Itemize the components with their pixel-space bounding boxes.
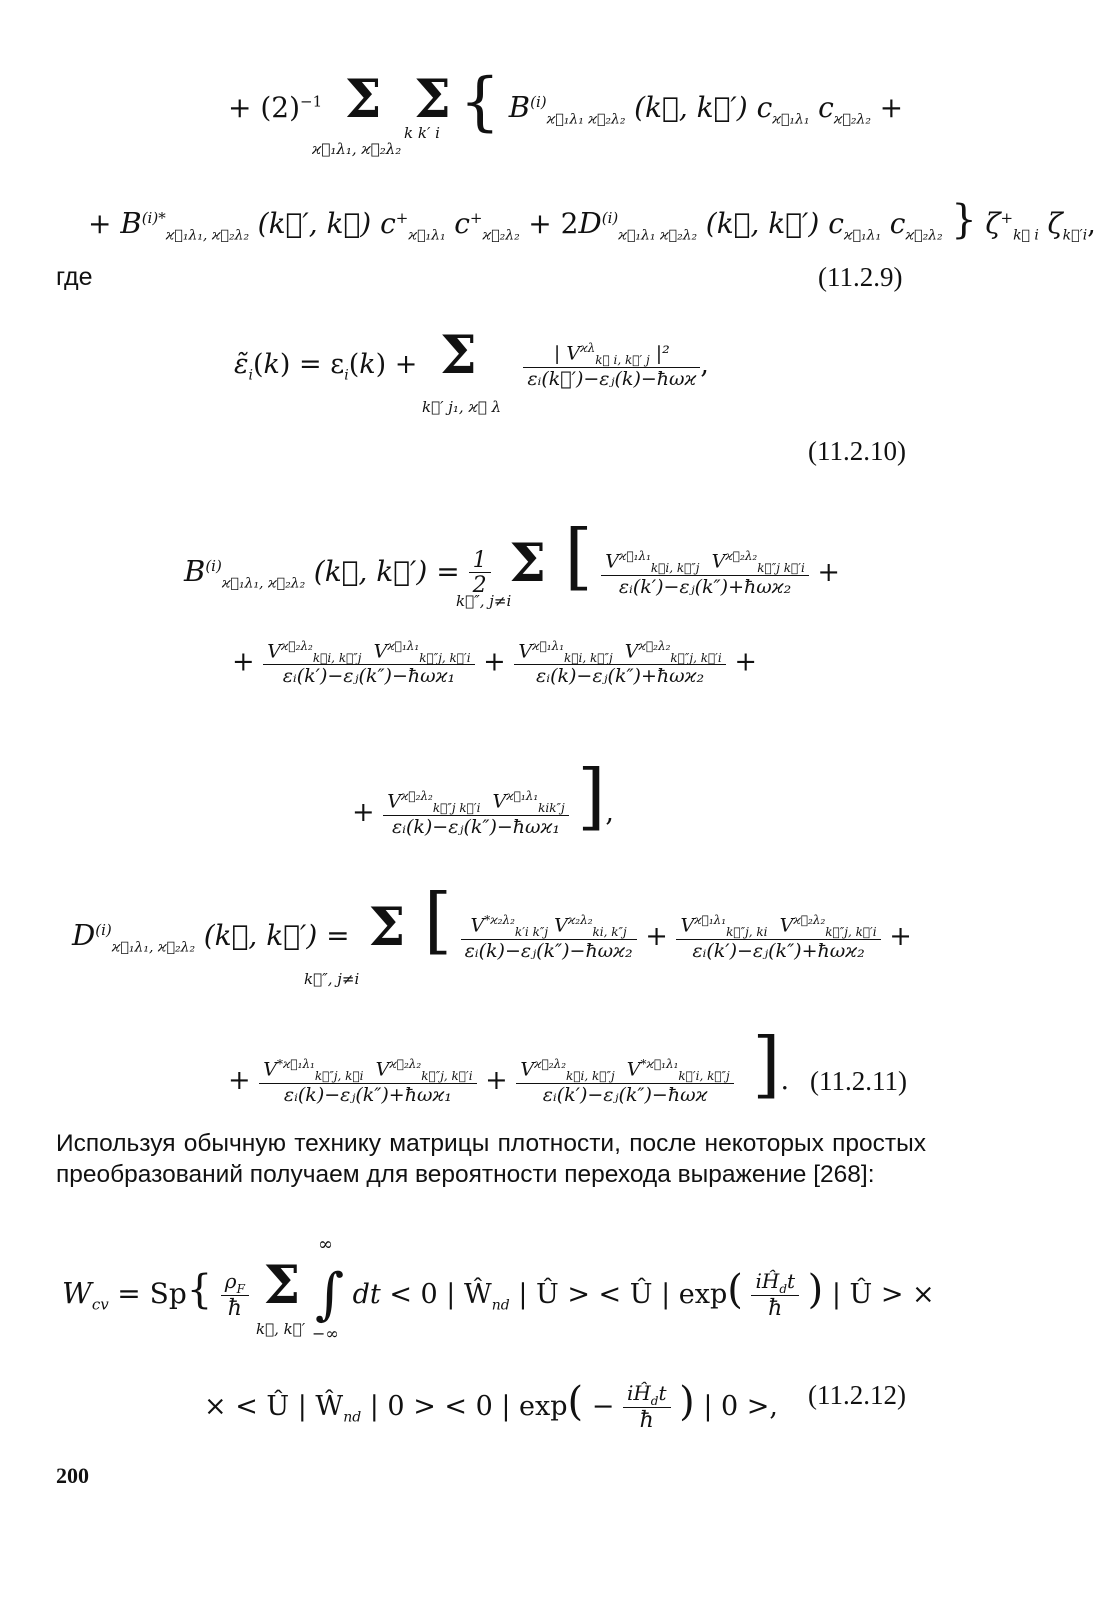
d-term-1: $\frac{V^{*ϰ_2\lambda_2}_{k'i k''j} V^{ϰ_2\lambda_2}_{ki, k''j}}{\text{εᵢ(k)−εⱼ(k″)−ħωϰ₂}}$ bbox=[461, 914, 637, 960]
eq-10: $\varepsiloñ_i(k) = \varepsilon_i(k) + \Sigma$ $\frac{| V^{ϰ\lambda}_{k⃗ i, k⃗' j} |^2}{\text{εᵢ(k⃗′)−εⱼ(k)−ħωϰ}}$ , bbox=[234, 325, 709, 390]
eq-11-b-line-2: + $\frac{V^{ϰ⃗_2\lambda_2}_{k⃗i, k⃗''j} V^{ϰ⃗_1\lambda_1}_{k⃗''j, k⃗'i}}{\text{εᵢ(k′)−εⱼ(k″)−ħωϰ₁}}$ + $\frac{V^{ϰ⃗_1\lambda_1}_{k⃗i, k⃗''j} V^{ϰ⃗_2\lambda_2}_{k⃗''j, k⃗'i}}{\text{εᵢ(k)−εⱼ(k″)+ħωϰ₂}}$ + bbox=[232, 639, 757, 688]
eq-11-number: (11.2.11) bbox=[810, 1066, 907, 1096]
b-term-4: $\frac{V^{ϰ⃗_2\lambda_2}_{k⃗''j k⃗'i} V^{ϰ⃗_1\lambda_1}_{kik''j}}{\text{εᵢ(k)−εⱼ(k″)−ħωϰ₁}}$ bbox=[383, 790, 569, 836]
eq-11-b-line-3: + $\frac{V^{ϰ⃗_2\lambda_2}_{k⃗''j k⃗'i} V^{ϰ⃗_1\lambda_1}_{kik''j}}{\text{εᵢ(k)−εⱼ(k″)−ħωϰ₁}}$ ], bbox=[352, 754, 615, 838]
eq-9-sum1-subscript: ϰ⃗₁λ₁, ϰ⃗₂λ₂ bbox=[312, 140, 402, 158]
sum-symbol: Σ bbox=[509, 533, 546, 594]
page-number: 200 bbox=[56, 1463, 89, 1488]
b-sum-subscript: k⃗″, j≠i bbox=[456, 592, 512, 610]
b-term-2: $\frac{V^{ϰ⃗_2\lambda_2}_{k⃗i, k⃗''j} V^{ϰ⃗_1\lambda_1}_{k⃗''j, k⃗'i}}{\text{εᵢ(k′)−εⱼ(k″)−ħωϰ₁}}$ bbox=[263, 640, 474, 686]
body-paragraph: Используя обычную технику матрицы плотности, после некоторых простых преобразований получаем для вероятности перехода выражение [268]: bbox=[56, 1130, 926, 1188]
eq-10-fraction: $\frac{| V^{ϰ\lambda}_{k⃗ i, k⃗' j} |^2}{\text{εᵢ(k⃗′)−εⱼ(k)−ħωϰ}}$ bbox=[523, 342, 700, 388]
eq-9-line-2: + $B^{(i)*}_{ϰ⃗_1\lambda_1, ϰ⃗_2\lambda_2}$ (k⃗′, k⃗) $c^+_{ϰ⃗_1\lambda_1}$ $c^+_{ϰ⃗_2\lambda_2} + 2D^{(i)}_{ϰ⃗_1\lambda_1 ϰ⃗_2\lambda_2}$ (k⃗, k⃗′) $c_{ϰ⃗_1\lambda_1}$ $c_{ϰ⃗_2\lambda_2}$ } $\zeta^+_{k⃗ i}$ $\zeta_{k⃗'i}$, bbox=[88, 197, 1096, 244]
eq-10-number: (11.2.10) bbox=[808, 436, 906, 466]
sum-symbol: Σ bbox=[439, 325, 477, 386]
eq-9-line-1: + $(2)^{-1}$ Σ Σ { $B^{(i)}_{ϰ⃗_1\lambda_1 ϰ⃗_2\lambda_2}$ (k⃗, k⃗′) $c_{ϰ⃗_1\lambda_1}$ $c_{ϰ⃗_2\lambda_2}$ + bbox=[228, 65, 904, 139]
eq-12-line-1: $W_{cv} = Sp${ $\frac{\rho_F}{ħ}$ Σ ∫ dt < 0 | $Ŵ_{nd}$ | Û > < Û | exp( $\frac{iĤ_dt}{ħ}$ ) | Û > × bbox=[62, 1255, 935, 1327]
eq-12-line-2: × < Û | $Ŵ_{nd}$ | 0 > < 0 | exp( − $\frac{iĤ_dt}{ħ}$ ) | 0 >, bbox=[204, 1379, 778, 1433]
eq-11-b-line-1: $B^{(i)}_{ϰ⃗_1\lambda_1, ϰ⃗_2\lambda_2}$ (k⃗, k⃗′) = $\frac{1}{2}$ Σ [ $\frac{V^{ϰ⃗_1\lambda_1}_{k⃗i, k⃗''j} V^{ϰ⃗_2\lambda_2}_{k⃗''j k⃗'i}}{\text{εᵢ(k′)−εⱼ(k″)+ħωϰ₂}}$ + bbox=[184, 514, 840, 598]
b-term-1: $\frac{V^{ϰ⃗_1\lambda_1}_{k⃗i, k⃗''j} V^{ϰ⃗_2\lambda_2}_{k⃗''j k⃗'i}}{\text{εᵢ(k′)−εⱼ(k″)+ħωϰ₂}}$ bbox=[601, 550, 809, 596]
sum-symbol: Σ bbox=[368, 897, 406, 958]
where-word: где bbox=[56, 263, 93, 291]
eq-10-sum-subscript: k⃗′ j₁, ϰ⃗ λ bbox=[422, 398, 502, 416]
exp-fraction-2: $\frac{iĤ_dt}{ħ}$ bbox=[623, 1383, 671, 1432]
eq-11-d-line-1: $D^{(i)}_{ϰ⃗_1\lambda_1, ϰ⃗_2\lambda_2}$ (k⃗, k⃗′) = Σ [ $\frac{V^{*ϰ_2\lambda_2}_{k'i k''j} V^{ϰ_2\lambda_2}_{ki, k''j}}{\text{εᵢ(k)−εⱼ(k″)−ħωϰ₂}}$ + $\frac{V^{ϰ⃗_1\lambda_1}_{k⃗''j, ki} V^{ϰ⃗_2\lambda_2}_{k⃗''j, k⃗'i}}{\text{εᵢ(k′)−εⱼ(k″)+ħωϰ₂}}$ + bbox=[72, 878, 912, 962]
sum-symbol: Σ bbox=[344, 69, 382, 130]
eq-12-number: (11.2.12) bbox=[808, 1380, 906, 1410]
d-term-4: $\frac{V^{ϰ⃗_2\lambda_2}_{k⃗i, k⃗''j} V^{*ϰ⃗_1\lambda_1}_{k⃗'i, k⃗''j}}{\text{εᵢ(k′)−εⱼ(k″)−ħωϰ}}$ bbox=[516, 1058, 733, 1104]
eq-9-sum2-subscript: k k′ i bbox=[404, 124, 440, 142]
d-term-2: $\frac{V^{ϰ⃗_1\lambda_1}_{k⃗''j, ki} V^{ϰ⃗_2\lambda_2}_{k⃗''j, k⃗'i}}{\text{εᵢ(k′)−εⱼ(k″)+ħωϰ₂}}$ bbox=[676, 914, 880, 960]
half-fraction: $\frac{1}{2}$ bbox=[469, 550, 491, 597]
sum-symbol: Σ bbox=[263, 1255, 301, 1316]
integral-lower-limit: −∞ bbox=[312, 1324, 339, 1343]
sum-symbol: Σ bbox=[414, 69, 451, 130]
integral-upper-limit: ∞ bbox=[318, 1234, 333, 1255]
rho-over-hbar: $\frac{\rho_F}{ħ}$ bbox=[221, 1271, 249, 1320]
b-term-3: $\frac{V^{ϰ⃗_1\lambda_1}_{k⃗i, k⃗''j} V^{ϰ⃗_2\lambda_2}_{k⃗''j, k⃗'i}}{\text{εᵢ(k)−εⱼ(k″)+ħωϰ₂}}$ bbox=[514, 640, 725, 686]
exp-fraction-1: $\frac{iĤ_dt}{ħ}$ bbox=[751, 1271, 799, 1320]
eq-12-sum-subscript: k⃗, k⃗′ bbox=[256, 1320, 306, 1338]
d-sum-subscript: k⃗″, j≠i bbox=[304, 970, 360, 988]
eq-11-d-line-2: + $\frac{V^{*ϰ⃗_1\lambda_1}_{k⃗''j, k⃗i} V^{ϰ⃗_2\lambda_2}_{k⃗''j, k⃗'i}}{\text{εᵢ(k)−εⱼ(k″)+ħωϰ₁}}$ + $\frac{V^{ϰ⃗_2\lambda_2}_{k⃗i, k⃗''j} V^{*ϰ⃗_1\lambda_1}_{k⃗'i, k⃗''j}}{\text{εᵢ(k′)−εⱼ(k″)−ħωϰ}}$ ]. bbox=[228, 1022, 790, 1106]
integral-symbol: ∫ bbox=[314, 1262, 345, 1327]
d-term-3: $\frac{V^{*ϰ⃗_1\lambda_1}_{k⃗''j, k⃗i} V^{ϰ⃗_2\lambda_2}_{k⃗''j, k⃗'i}}{\text{εᵢ(k)−εⱼ(k″)+ħωϰ₁}}$ bbox=[259, 1058, 476, 1104]
eq-9-number: (11.2.9) bbox=[818, 262, 903, 292]
